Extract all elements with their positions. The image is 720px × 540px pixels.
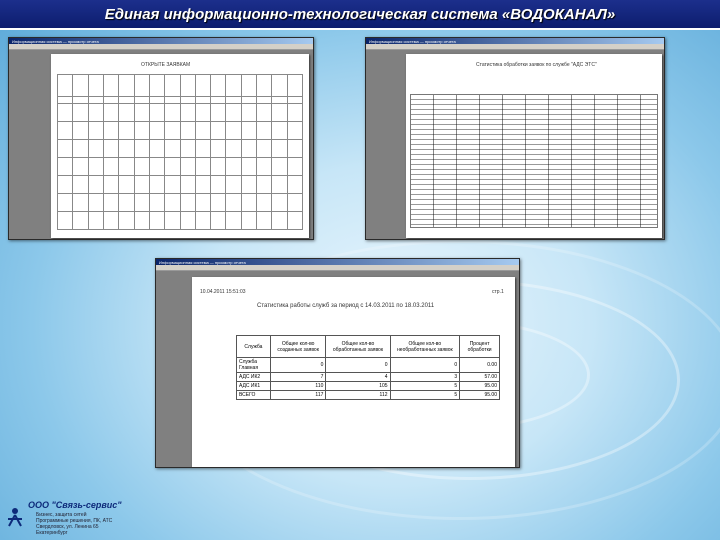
header-bar (0, 0, 720, 30)
cell-percent: 95.00 (460, 391, 500, 400)
cell-unprocessed: 5 (390, 391, 460, 400)
table-row (237, 358, 500, 373)
report-page (51, 54, 309, 238)
cell-service: АДС ИК1 (237, 382, 271, 391)
window-title: Информационная система — просмотр отчета (369, 38, 456, 44)
report-date: 10.04.2011 15:51:03 (200, 289, 246, 295)
report-table (410, 94, 658, 228)
company-line: Программные решения, ПК, АТС (36, 518, 113, 524)
report-page (192, 277, 515, 467)
table-row (237, 373, 500, 382)
col-header: Общее кол-во обработанных заявок (326, 336, 390, 358)
company-line: Екатеринбург (36, 530, 68, 536)
window-toolbar[interactable] (366, 44, 664, 50)
report-window-bottom[interactable] (155, 258, 520, 468)
col-header: Служба (237, 336, 271, 358)
cell-percent: 95.00 (460, 382, 500, 391)
cell-created: 0 (270, 358, 326, 373)
report-title: Статистика обработки заявок по службе "АДС ЭТС" (476, 62, 597, 68)
window-title: Информационная система — просмотр отчета (159, 259, 246, 265)
report-window-top-right[interactable] (365, 37, 665, 240)
window-toolbar[interactable] (9, 44, 313, 50)
report-page-number: стр.1 (492, 289, 504, 295)
report-window-top-left[interactable] (8, 37, 314, 240)
table-header-row (237, 336, 500, 358)
report-table (57, 74, 303, 230)
report-title: Статистика работы служб за период с 14.03.2011 по 18.03.2011 (257, 303, 435, 309)
cell-service: Служба Главная (237, 358, 271, 373)
cell-created: 110 (270, 382, 326, 391)
cell-created: 7 (270, 373, 326, 382)
cell-created: 117 (270, 391, 326, 400)
cell-service: ВСЕГО (237, 391, 271, 400)
cell-percent: 57.00 (460, 373, 500, 382)
col-header: Процент обработки (460, 336, 500, 358)
cell-processed: 105 (326, 382, 390, 391)
cell-unprocessed: 0 (390, 358, 460, 373)
cell-processed: 4 (326, 373, 390, 382)
page-title: Единая информационно-технологическая система «ВОДОКАНАЛ» (104, 5, 616, 23)
company-logo (6, 500, 136, 540)
company-name: ООО "Связь-сервис" (28, 500, 122, 510)
col-header: Общее кол-во созданных заявок (270, 336, 326, 358)
cell-processed: 0 (326, 358, 390, 373)
company-emblem-icon (6, 506, 24, 528)
cell-service: АДС ИК2 (237, 373, 271, 382)
report-title: ОТКРЫТЕ ЗАЯВКАМ (141, 62, 191, 68)
report-page (406, 54, 662, 238)
window-title: Информационная система — просмотр отчета (12, 38, 99, 44)
table-row (237, 382, 500, 391)
company-line: Свердловск, ул. Ленина 65 (36, 524, 99, 530)
cell-processed: 112 (326, 391, 390, 400)
table-row (237, 391, 500, 400)
col-header: Общее кол-во необработанных заявок (390, 336, 460, 358)
cell-unprocessed: 3 (390, 373, 460, 382)
cell-unprocessed: 5 (390, 382, 460, 391)
cell-percent: 0.00 (460, 358, 500, 373)
company-line: Бизнес, защита сетей (36, 512, 87, 518)
window-toolbar[interactable] (156, 265, 519, 271)
report-table (236, 335, 500, 400)
